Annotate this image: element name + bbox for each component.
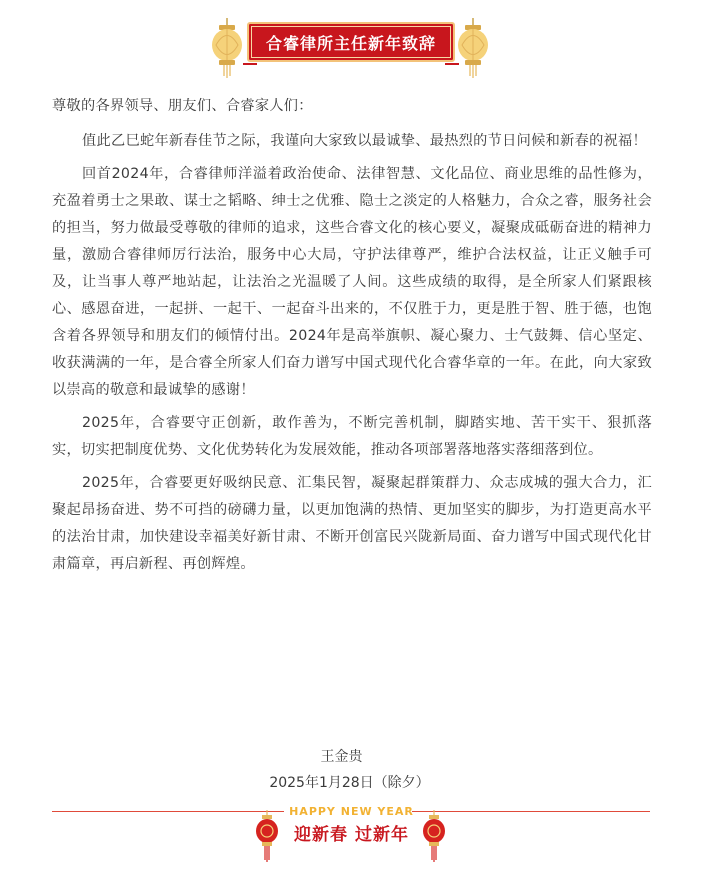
page-title: 合睿律所主任新年致辞 xyxy=(265,33,436,53)
paragraph: 值此乙巳蛇年新春佳节之际，我谨向大家致以最诚挚、最热烈的节日问候和新春的祝福！ xyxy=(82,133,648,149)
footer-greeting: 迎新春 过新年 xyxy=(294,825,409,845)
banner-ribbon-left xyxy=(243,63,257,65)
header-banner xyxy=(0,0,703,90)
mini-lantern-icon xyxy=(253,810,281,862)
paragraph: 2025年，合睿要更好吸纳民意、汇集民智，凝聚起群策群力、众志成城的强大合力，汇聚起昂扬奋进、势不可挡的磅礴力量，以更加饱满的热情、更加坚实的脚步，为打造更高水平的法治甘肃，加快建设幸福美好新甘肃、不断开创富民兴陇新局面、奋力谱写中国式现代化甘肃篇章，再启新程、再创辉煌。 xyxy=(52,475,652,572)
lantern-icon xyxy=(453,18,493,78)
mini-lantern-icon xyxy=(420,810,448,862)
letter-body xyxy=(52,93,652,578)
happy-new-year-text: HAPPY NEW YEAR xyxy=(289,805,414,818)
signature-date: 2025年1月28日（除夕） xyxy=(269,775,430,791)
salutation: 尊敬的各界领导、朋友们、合睿家人们： xyxy=(52,98,313,114)
signature-name: 王金贵 xyxy=(320,749,363,765)
paragraph: 回首2024年，合睿律师洋溢着政治使命、法律智慧、文化品位、商业思维的品性修为，充盈着勇士之果敢、谋士之韬略、绅士之优雅、隐士之淡定的人格魅力，合众之睿，服务社会的担当，努力做最受尊敬的律师的追求，这些合睿文化的核心要义，凝聚成砥砺奋进的精神力量，激励合睿律师厉行法治，服务中心大局，守护法律尊严，维护合法权益，让正义触手可及，让当事人尊严地站起，让法治之光温暖了人间。这些成绩的取得，是全所家人们紧跟核心、感恩奋进，一起拼、一起干、一起奋斗出来的，不仅胜于力，更是胜于智、胜于德，也饱含着各界领导和朋友们的倾情付出。2024年是高举旗帜、凝心聚力、士气鼓舞、信心坚定、收获满满的一年，是合睿全所家人们奋力谱写中国式现代化合睿华章的一年。在此，向大家致以崇高的敬意和最诚挚的感谢！ xyxy=(52,166,652,398)
banner-title-box xyxy=(247,22,455,62)
lantern-icon xyxy=(207,18,247,78)
paragraph: 2025年，合睿要守正创新，敢作善为，不断完善机制，脚踏实地、苦干实干、狠抓落实，切实把制度优势、文化优势转化为发展效能，推动各项部署落地落实落细落到位。 xyxy=(52,415,652,458)
